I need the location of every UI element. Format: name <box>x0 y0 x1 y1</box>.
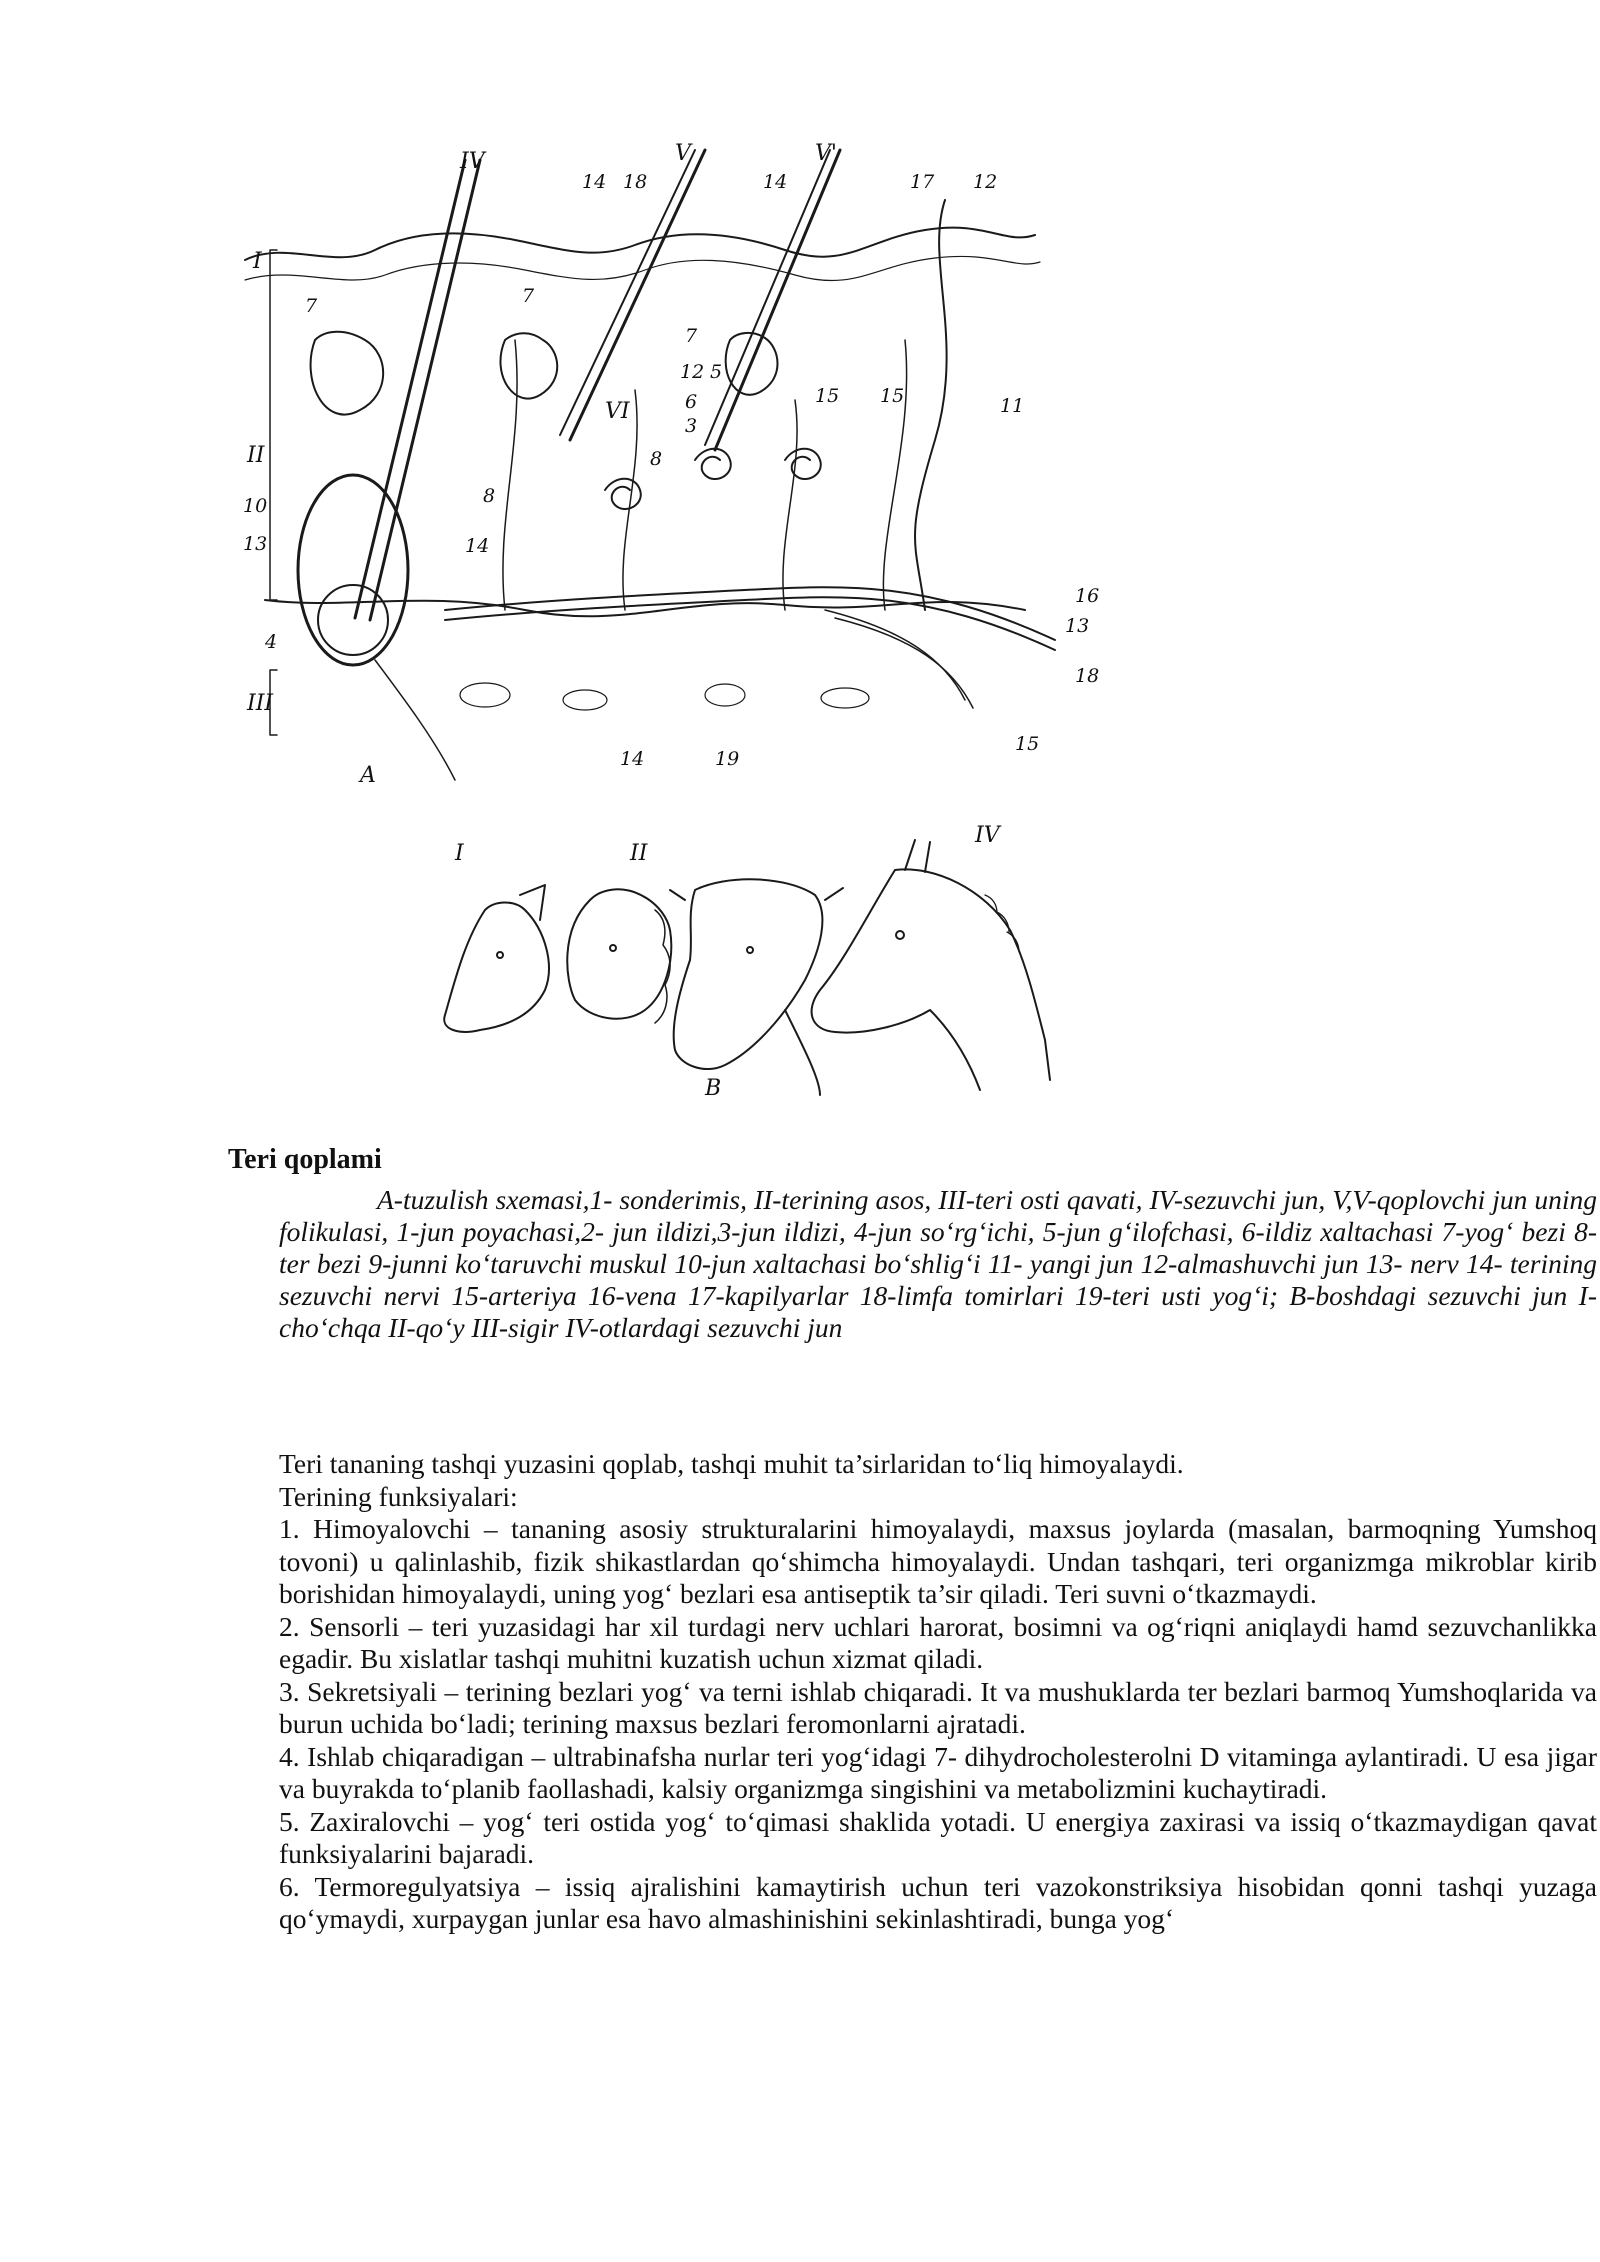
figure-caption: A-tuzulish sxemasi,1- sonderimis, II-terining asos, III-teri osti qavati, IV-sezuvchi jun, V,V-qoplovchi jun uning folikulasi, 1-jun poyachasi,2- jun ildizi,3-jun ildizi, 4-jun so‘rg‘ichi, 5-jun g‘ilofchasi, 6-ildiz xaltachasi 7-yog‘ bezi 8-ter bezi 9-junni ko‘taruvchi muskul 10-jun xaltachasi bo‘shlig‘i 11- yangi jun 12-almashuvchi jun 13- nerv 14- terining sezuvchi nervi 15-arteriya 16-vena 17-kapilyarlar 18-limfa tomirlari 19-teri usti yog‘i; B-boshdagi sezuvchi jun I-cho‘chqa II-qo‘y III-sigir IV-otlardagi sezuvchi jun <box>279 1184 1597 1343</box>
function-item: 6. Termoregulyatsiya – issiq ajralishini kamaytirish uchun teri vazokonstriksiya hisobidan qonni tashqi yuzaga qo‘ymaydi, xurpaygan junlar esa havo almashinishini sekinlashtiradi, bunga yog‘ <box>279 1870 1597 1934</box>
animal-heads-figure <box>425 820 1125 1100</box>
fig-b-label-II: II <box>630 841 648 866</box>
fig-a-label-4: 4 <box>265 631 278 653</box>
function-item: 4. Ishlab chiqaradigan – ultrabinafsha nurlar teri yog‘idagi 7- dihydrocholesterolni D vitaminga aylantiradi. U esa jigar va buyrakda to‘planib faollashadi, kalsiy organizmga singishini va metabolizmini kuchaytiradi. <box>279 1740 1597 1804</box>
functions-heading: Terining funksiyalari: <box>279 1480 518 1512</box>
function-item: 2. Sensorli – teri yuzasidagi har xil turdagi nerv uchlari harorat, bosimni va og‘riqni aniqlaydi hamd sezuvchanlikka egadir. Bu xislatlar tashqi muhitni kuzatish uchun xizmat qiladi. <box>279 1610 1597 1674</box>
fig-b-label-I: I <box>455 841 464 866</box>
fig-a-label-roman-III: III <box>247 691 274 716</box>
fig-a-label-12: 12 <box>680 361 705 383</box>
fig-a-label-13: 13 <box>243 533 268 555</box>
fig-a-label-14: 14 <box>465 535 490 557</box>
fig-a-label-roman-IV: IV <box>460 149 485 174</box>
fig-a-label-6: 6 <box>685 391 698 413</box>
fig-a-label-7: 7 <box>522 285 535 307</box>
fig-a-label-13: 13 <box>1065 615 1090 637</box>
fig-a-label-11: 11 <box>1000 395 1025 417</box>
fig-b-label-IV: IV <box>975 823 1000 848</box>
function-item: 5. Zaxiralovchi – yog‘ teri ostida yog‘ to‘qimasi shaklida yotadi. U energiya zaxirasi va issiq o‘tkazmaydigan qavat funksiyalarini bajaradi. <box>279 1805 1597 1869</box>
fig-a-label-19: 19 <box>715 748 740 770</box>
fig-a-label-roman-VI: VI <box>605 399 630 424</box>
fig-a-label-14: 14 <box>763 171 788 193</box>
fig-a-label-5: 5 <box>710 361 723 383</box>
fig-a-label-roman-V-prime: V' <box>815 141 837 166</box>
intro-paragraph: Teri tananing tashqi yuzasini qoplab, tashqi muhit ta’sirlaridan to‘liq himoyalaydi. <box>279 1448 1184 1479</box>
function-item: 1. Himoyalovchi – tananing asosiy strukturalarini himoyalaydi, maxsus joylarda (masalan, barmoqning Yumshoq tovoni) u qalinlashib, fizik shikastlardan qo‘shimcha himoyalaydi. Undan tashqari, teri organizmga mikroblar kirib borishidan himoyalaydi, uning yog‘ bezlari esa antiseptik ta’sir qiladi. Teri suvni o‘tkazmaydi. <box>279 1513 1597 1609</box>
fig-a-label-8: 8 <box>483 485 496 507</box>
body-text <box>279 1448 1597 1936</box>
fig-a-label-roman-V: V <box>675 141 691 166</box>
fig-a-label-7: 7 <box>685 325 698 347</box>
fig-a-label-8: 8 <box>650 448 663 470</box>
fig-a-label-10: 10 <box>243 495 268 517</box>
fig-a-letter: A <box>360 763 376 788</box>
fig-a-label-15: 15 <box>880 385 905 407</box>
fig-a-label-15: 15 <box>815 385 840 407</box>
fig-a-label-roman-I: I <box>253 249 262 274</box>
fig-a-label-18: 18 <box>623 171 648 193</box>
fig-a-label-16: 16 <box>1075 585 1100 607</box>
fig-a-label-14: 14 <box>620 748 645 770</box>
fig-a-label-3: 3 <box>685 415 698 437</box>
function-item: 3. Sekretsiyali – terining bezlari yog‘ va terni ishlab chiqaradi. It va mushuklarda ter bezlari barmoq Yumshoqlarida va burun uchida bo‘ladi; terining maxsus bezlari feromonlarni ajratadi. <box>279 1675 1597 1739</box>
skin-structure-figure <box>225 140 1105 800</box>
fig-a-label-15: 15 <box>1015 733 1040 755</box>
fig-b-letter: B <box>705 1076 722 1101</box>
fig-a-label-7: 7 <box>305 295 318 317</box>
fig-a-label-12: 12 <box>973 171 998 193</box>
fig-a-label-roman-II: II <box>247 443 265 468</box>
fig-a-label-18: 18 <box>1075 665 1100 687</box>
fig-a-label-17: 17 <box>910 171 935 193</box>
section-title: Teri qoplami <box>228 1144 382 1175</box>
fig-a-label-14: 14 <box>582 171 607 193</box>
